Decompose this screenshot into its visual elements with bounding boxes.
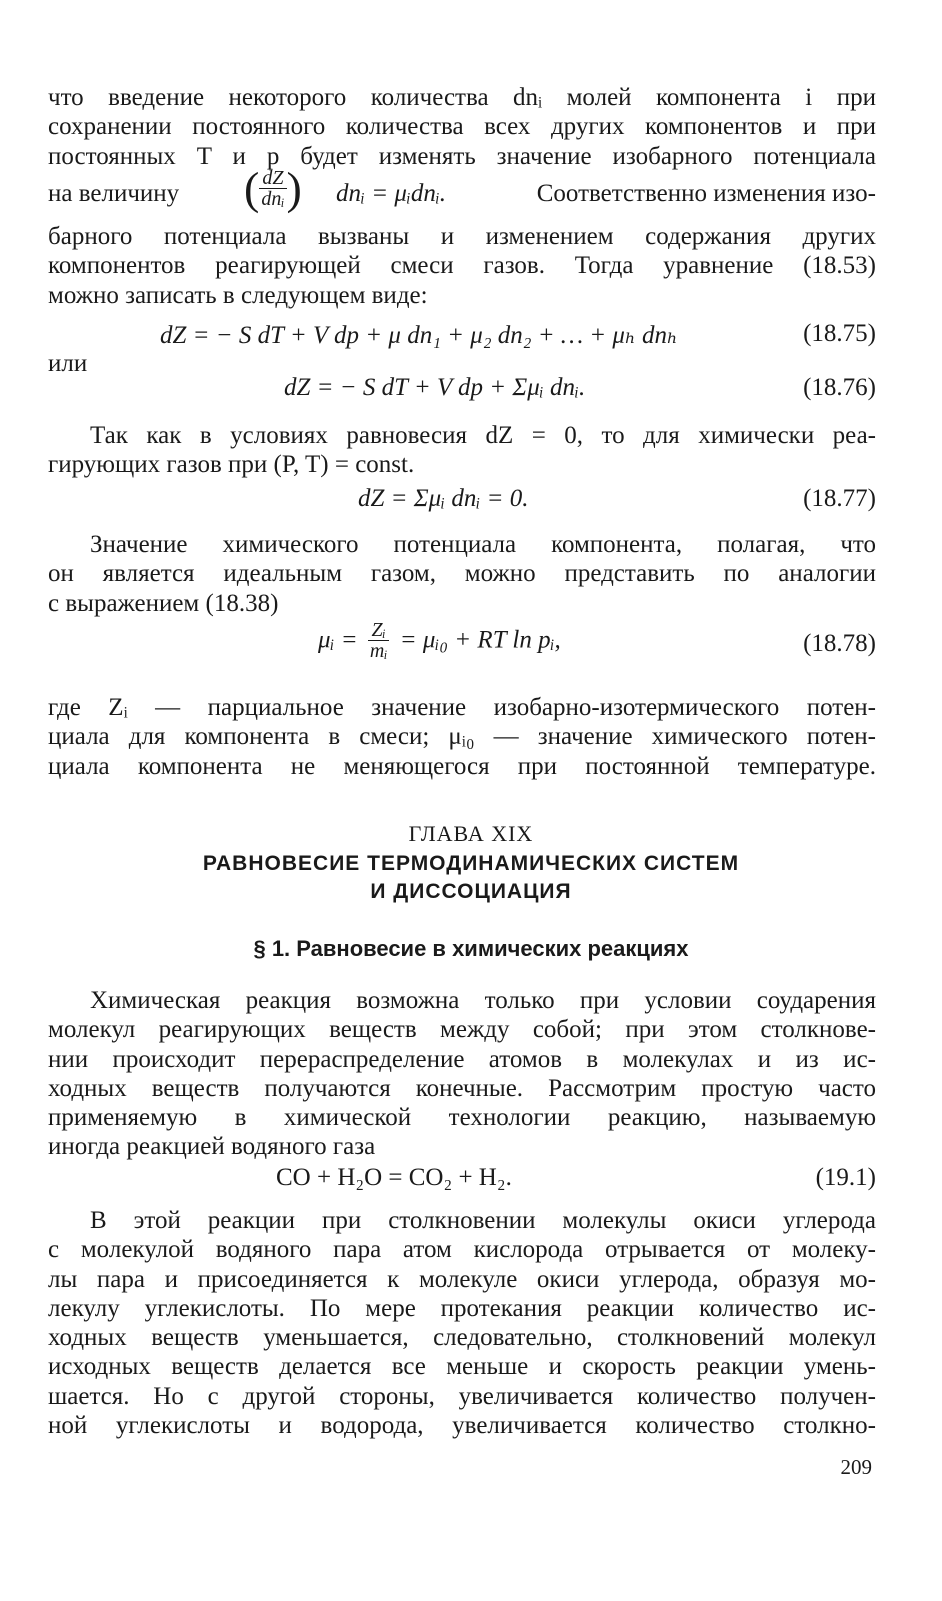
- section-heading: § 1. Равновесие в химических реакциях: [253, 936, 689, 961]
- fraction-denominator: dnᵢ: [261, 188, 285, 210]
- text-line: применяемую в химической технологии реакцию, называемую: [48, 1104, 876, 1132]
- text-line: с выражением (18.38): [48, 589, 279, 617]
- equation-rhs: = μᵢ₀ + RT ln pᵢ,: [399, 626, 561, 654]
- text-line: В этой реакции при столкновении молекулы окиси углерода: [90, 1207, 876, 1234]
- equation-number: (18.76): [803, 374, 876, 401]
- paragraph-1-continued: [48, 222, 876, 310]
- text-line: нии происходит перераспределение атомов в молекулах и из ис-: [48, 1045, 876, 1073]
- text-fragment: Соответственно изменения изо-: [536, 180, 876, 207]
- equation-number: (18.78): [803, 630, 876, 657]
- chapter-label: ГЛАВА XIX: [408, 821, 534, 846]
- equation-lhs: μᵢ =: [318, 626, 358, 654]
- equation-18-77: dZ = Σμᵢ dnᵢ = 0.: [358, 485, 529, 512]
- fraction-denominator: mᵢ: [369, 640, 388, 662]
- text-line: компонентов реагирующей смеси газов. Тогда уравнение (18.53): [48, 252, 876, 280]
- page-number: 209: [840, 1455, 872, 1479]
- text-line: лы пара и присоединяется к молекуле окиси углерода, образуя мо-: [48, 1265, 876, 1293]
- paragraph-1-formula-line: [48, 162, 876, 220]
- text-fragment: на величину: [48, 180, 180, 207]
- text-line: он является идеальным газом, можно представить по аналогии: [48, 560, 876, 588]
- equation-number: (18.77): [803, 485, 876, 512]
- text-line: гирующих газов при (P, T) = const.: [48, 451, 415, 479]
- inline-formula: dnᵢ = μᵢdnᵢ.: [336, 180, 447, 207]
- text-line: барного потенциала вызваны и изменением содержания других: [48, 223, 876, 250]
- text-line: исходных веществ делается все меньше и скорость реакции умень-: [48, 1353, 876, 1381]
- equation-18-78: [318, 620, 561, 661]
- or-word: или: [48, 350, 88, 377]
- text-line: ходных веществ уменьшается, следовательно, столкновений молекул: [48, 1324, 876, 1352]
- text-line: ходных веществ получаются конечные. Рассмотрим простую часто: [48, 1074, 876, 1102]
- text-line: молекул реагирующих веществ между собой; при этом столкнове-: [48, 1016, 876, 1044]
- fraction: [368, 620, 390, 661]
- text-line: где Zᵢ — парциальное значение изобарно-изотермического потен-: [48, 694, 876, 721]
- text-line: шается. Но с другой стороны, увеличивается количество получен-: [48, 1382, 876, 1410]
- chapter-title-line-1: РАВНОВЕСИЕ ТЕРМОДИНАМИЧЕСКИХ СИСТЕМ: [202, 852, 740, 875]
- paragraph-3: [48, 530, 876, 618]
- paragraph-4: [48, 693, 876, 781]
- equation-18-75: dZ = − S dT + V dp + μ dn₁ + μ₂ dn₂ + … + μₕ dnₕ: [160, 322, 678, 349]
- text-line: можно записать в следующем виде:: [48, 281, 428, 309]
- text-line: Химическая реакция возможна только при условии соударения: [90, 987, 876, 1014]
- text-line: ной углекислоты и водорода, увеличивается количество столкно-: [48, 1412, 876, 1440]
- text-line: циала компонента не меняющегося при постоянной температуре.: [48, 752, 876, 780]
- text-line: постоянных T и p будет изменять значение изобарного потенциала: [48, 142, 876, 170]
- fraction-numerator: dZ: [259, 168, 286, 189]
- text-line: Значение химического потенциала компонента, полагая, что: [90, 531, 876, 558]
- equation-number: (19.1): [815, 1164, 876, 1191]
- chapter-title-line-2: И ДИССОЦИАЦИЯ: [370, 880, 572, 903]
- equation-18-76: dZ = − S dT + V dp + Σμᵢ dnᵢ.: [284, 374, 586, 401]
- text-line: циала для компонента в смеси; μᵢ₀ — значение химического потен-: [48, 723, 876, 751]
- text-line: что введение некоторого количества dnᵢ молей компонента i при: [48, 84, 876, 111]
- paragraph-1: [48, 83, 876, 171]
- paragraph-2: [48, 421, 876, 480]
- text-line: лекулу углекислоты. По мере протекания реакции количество ис-: [48, 1294, 876, 1322]
- equation-number: (18.75): [803, 320, 876, 347]
- inline-derivative: ( $\frac{dZ}{\text{dnᵢ}}$ ): [244, 162, 302, 214]
- fraction-numerator: Zᵢ: [368, 620, 390, 641]
- paragraph-6: [48, 1206, 876, 1440]
- text-line: иногда реакцией водяного газа: [48, 1133, 376, 1161]
- paragraph-5: [48, 986, 876, 1162]
- text-line: Так как в условиях равновесия dZ = 0, то для химически реа-: [90, 422, 876, 449]
- text-line: с молекулой водяного пара атом кислорода отрывается от молеку-: [48, 1236, 876, 1264]
- text-line: сохранении постоянного количества всех других компонентов и при: [48, 113, 876, 141]
- equation-19-1: CO + H₂O = CO₂ + H₂.: [276, 1164, 512, 1191]
- fraction: [259, 168, 286, 209]
